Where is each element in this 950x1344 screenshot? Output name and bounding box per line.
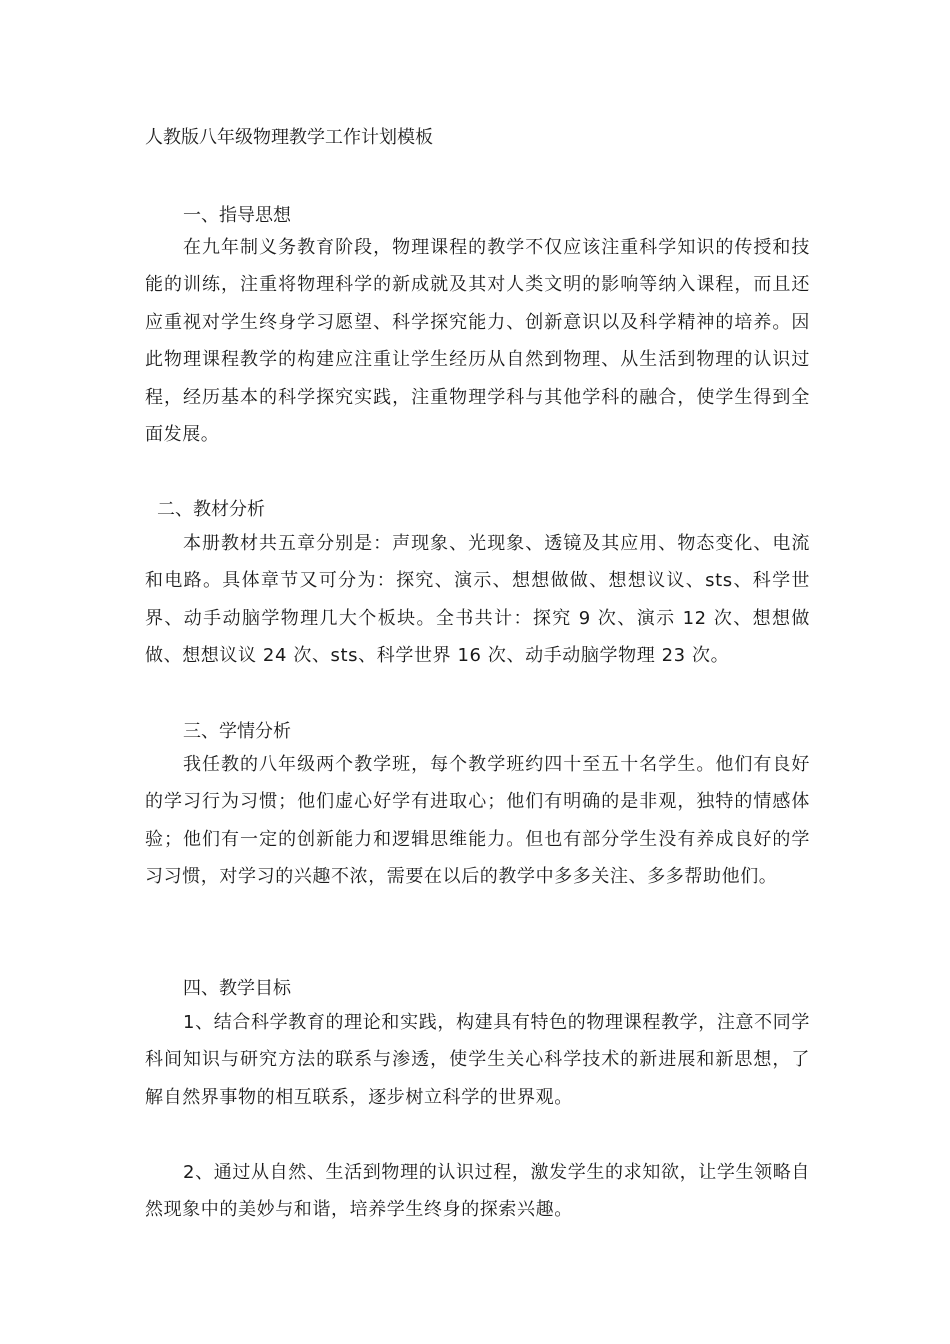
section-heading-teaching-goals: 四、教学目标 xyxy=(183,978,291,999)
document-title: 人教版八年级物理教学工作计划模板 xyxy=(145,127,433,148)
paragraph-textbook-analysis: 本册教材共五章分别是：声现象、光现象、透镜及其应用、物态变化、电流和电路。具体章节又可分为：探究、演示、想想做做、想想议议、sts、科学世界、动手动脑学物理几大个板块。全书共计：探究 9 次、演示 12 次、想想做做、想想议议 24 次、sts、科学世界 16 次、动手动脑学物理 23 次。 xyxy=(145,533,810,667)
paragraph-teaching-goal-2: 2、通过从自然、生活到物理的认识过程，激发学生的求知欲，让学生领略自然现象中的美妙与和谐，培养学生终身的探索兴趣。 xyxy=(145,1162,810,1221)
paragraph-teaching-goal-1: 1、结合科学教育的理论和实践，构建具有特色的物理课程教学，注意不同学科间知识与研究方法的联系与渗透，使学生关心科学技术的新进展和新思想，了解自然界事物的相互联系，逐步树立科学的世界观。 xyxy=(145,1012,810,1108)
paragraph-student-analysis: 我任教的八年级两个教学班，每个教学班约四十至五十名学生。他们有良好的学习行为习惯；他们虚心好学有进取心；他们有明确的是非观，独特的情感体验；他们有一定的创新能力和逻辑思维能力。但也有部分学生没有养成良好的学习习惯，对学习的兴趣不浓，需要在以后的教学中多多关注、多多帮助他们。 xyxy=(145,754,810,888)
paragraph-guiding-thought: 在九年制义务教育阶段，物理课程的教学不仅应该注重科学知识的传授和技能的训练，注重将物理科学的新成就及其对人类文明的影响等纳入课程，而且还应重视对学生终身学习愿望、科学探究能力、创新意识以及科学精神的培养。因此物理课程教学的构建应注重让学生经历从自然到物理、从生活到物理的认识过程，经历基本的科学探究实践，注重物理学科与其他学科的融合，使学生得到全面发展。 xyxy=(145,237,810,446)
section-heading-textbook-analysis: 二、教材分析 xyxy=(157,499,265,520)
section-heading-student-analysis: 三、学情分析 xyxy=(183,721,291,742)
section-heading-guiding-thought: 一、指导思想 xyxy=(183,205,291,226)
